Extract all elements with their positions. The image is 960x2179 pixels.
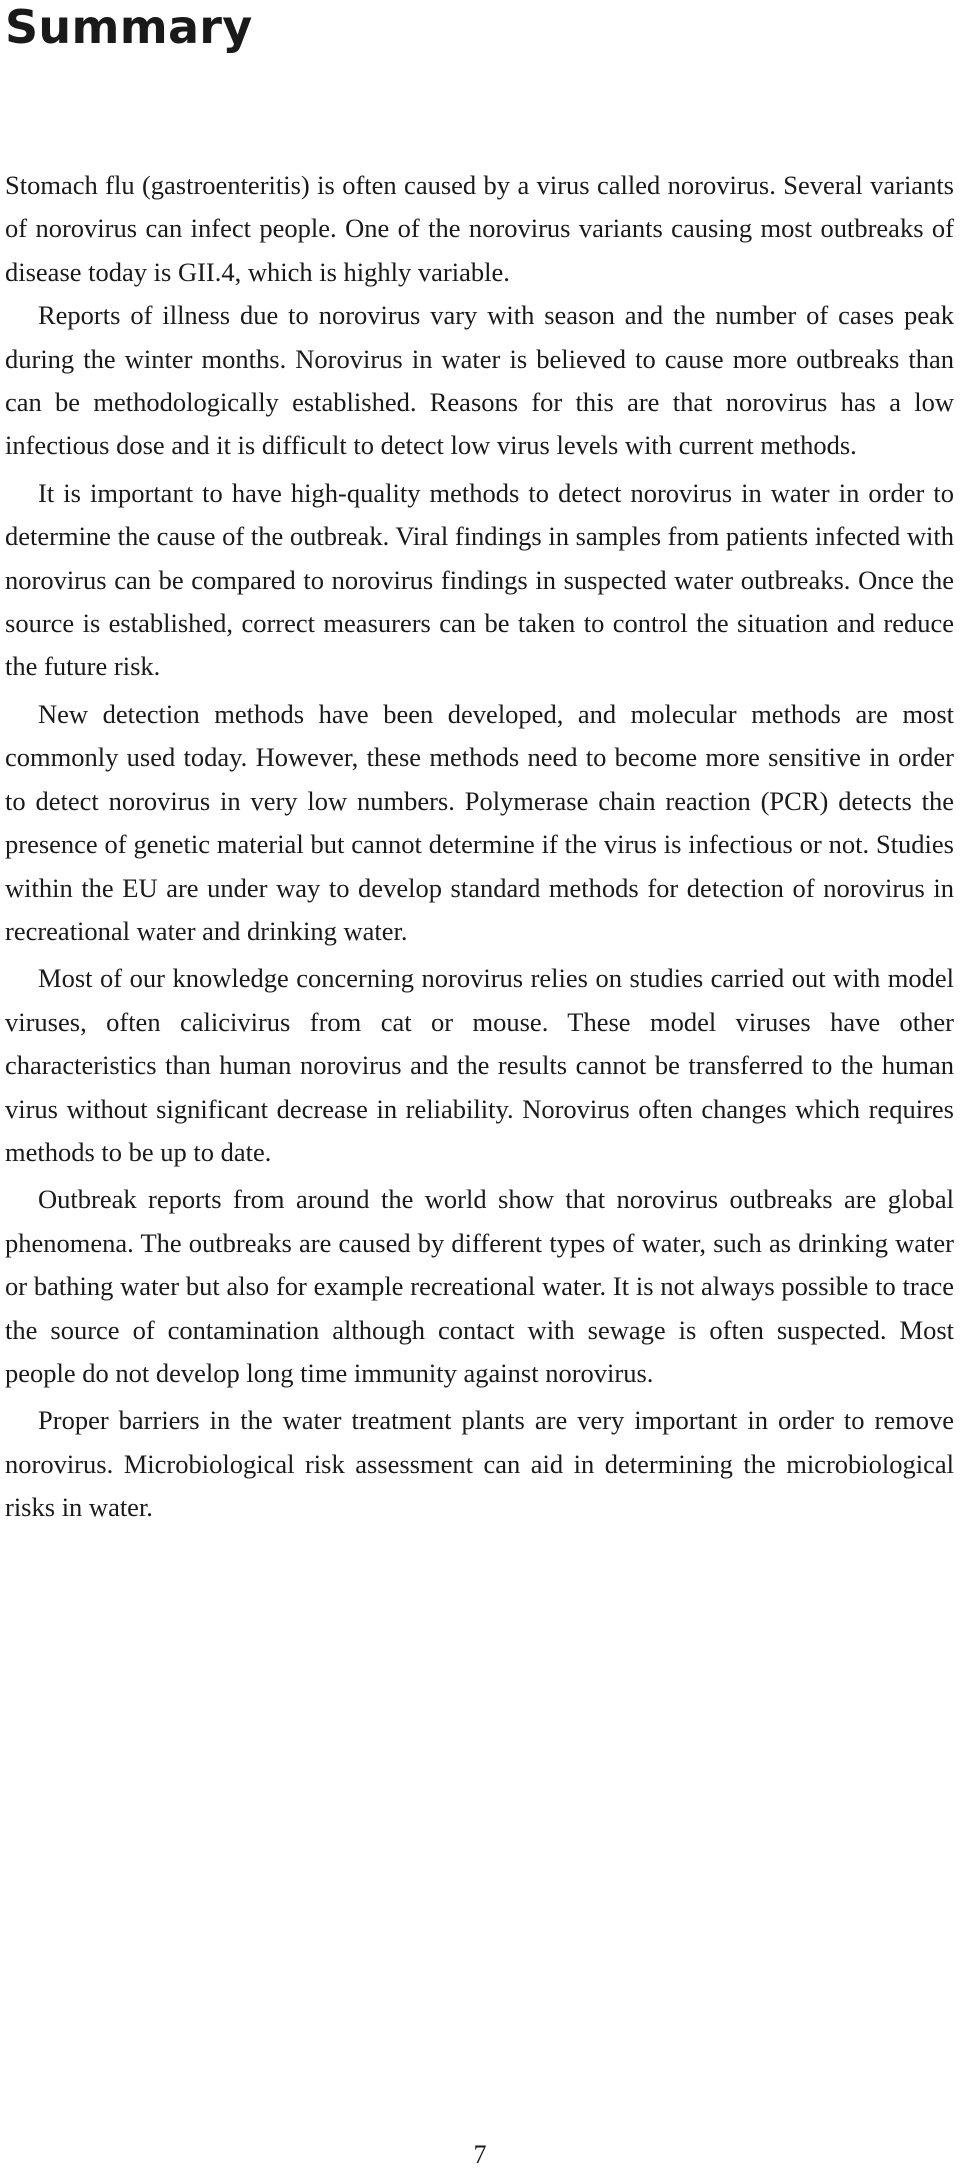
paragraph-4: New detection methods have been developed, and molecular methods are most commonly used today. However, these methods need to become more sensitive in order to detect norovirus in very low numbers. Polymerase chain reaction (PCR) detects the presence of genetic material but cannot determine if the virus is infectious or not. Studies within the EU are under way to develop standard methods for detection of norovirus in recreational water and drinking water. (5, 698, 954, 946)
summary-body (5, 164, 954, 1530)
paragraph-2: Reports of illness due to norovirus vary with season and the number of cases peak during the winter months. Norovirus in water is believed to cause more outbreaks than can be methodologically established. Reasons for this are that norovirus has a low infectious dose and it is difficult to detect low virus levels with current methods. (5, 300, 954, 461)
page-number: 7 (473, 2140, 487, 2169)
paragraph-7: Proper barriers in the water treatment plants are very important in order to remove norovirus. Microbiological risk assessment can aid in determining the microbiological risks in water. (5, 1405, 954, 1523)
paragraph-5: Most of our knowledge concerning norovirus relies on studies carried out with model viruses, often calicivirus from cat or mouse. These model viruses have other characteristics than human norovirus and the results cannot be transferred to the human virus without significant decrease in reliability. Norovirus often changes which requires methods to be up to date. (5, 963, 954, 1167)
paragraph-6: Outbreak reports from around the world show that norovirus outbreaks are global phenomena. The outbreaks are caused by different types of water, such as drinking water or bathing water but also for example recreational water. It is not always possible to trace the source of contamination although contact with sewage is often suspected. Most people do not develop long time immunity against norovirus. (5, 1184, 954, 1388)
paragraph-1: Stomach flu (gastroenteritis) is often caused by a virus called norovirus. Several variants of norovirus can infect people. One of the norovirus variants causing most outbreaks of disease today is GII.4, which is highly variable. (5, 170, 954, 287)
page-title: Summary (5, 0, 253, 54)
paragraph-3: It is important to have high-quality methods to detect norovirus in water in order to determine the cause of the outbreak. Viral findings in samples from patients infected with norovirus can be compared to norovirus findings in suspected water outbreaks. Once the source is established, correct measurers can be taken to control the situation and reduce the future risk. (5, 477, 954, 682)
